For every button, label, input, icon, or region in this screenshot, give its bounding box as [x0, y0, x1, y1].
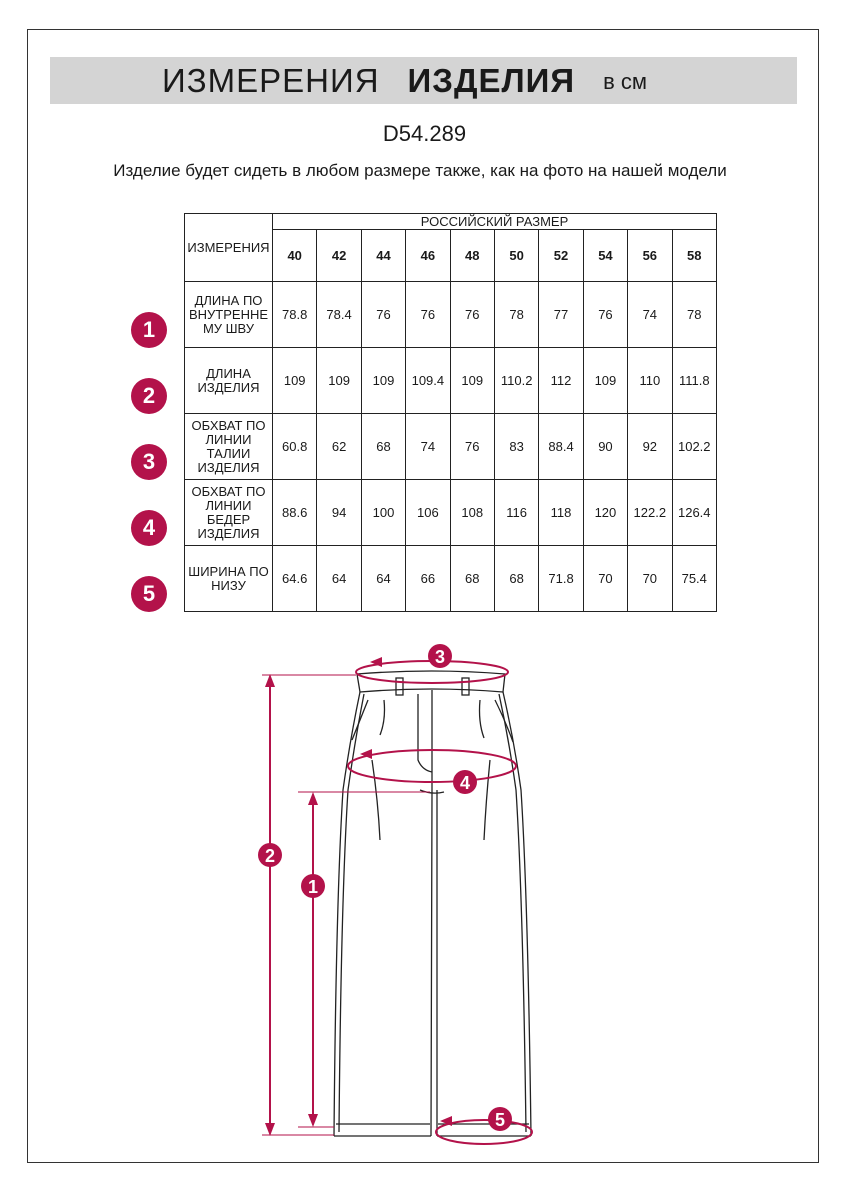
- table-cell: 109: [583, 348, 627, 414]
- table-cell: 76: [450, 414, 494, 480]
- table-cell: 70: [583, 546, 627, 612]
- table-cell: 68: [494, 546, 538, 612]
- belt-loop-left: [396, 678, 403, 695]
- table-cell: 64.6: [273, 546, 317, 612]
- table-cell: 122.2: [628, 480, 672, 546]
- marker-waist-label: 3: [434, 647, 446, 667]
- pocket-left-inner: [380, 700, 385, 735]
- table-cell: 110: [628, 348, 672, 414]
- pleat-left: [372, 760, 380, 840]
- table-cell: 62: [317, 414, 361, 480]
- row-label: ОБХВАТ ПО ЛИНИИ ТАЛИИ ИЗДЕЛИЯ: [185, 414, 273, 480]
- arrow-inseam-bottom: [308, 1114, 318, 1127]
- center-seam: [431, 690, 432, 1136]
- pleat-right: [484, 760, 490, 840]
- table-cell: 78: [672, 282, 716, 348]
- table-cell: 108: [450, 480, 494, 546]
- table-cell: 78.8: [273, 282, 317, 348]
- table-cell: 76: [583, 282, 627, 348]
- table-cell: 83: [494, 414, 538, 480]
- size-header: 44: [361, 230, 405, 282]
- title-product: ИЗДЕЛИЯ: [407, 61, 576, 99]
- row-number-badge: 3: [131, 444, 167, 480]
- row-label: ОБХВАТ ПО ЛИНИИ БЕДЕР ИЗДЕЛИЯ: [185, 480, 273, 546]
- size-header: 54: [583, 230, 627, 282]
- size-header: 40: [273, 230, 317, 282]
- row-label: ДЛИНА ПО ВНУТРЕННЕ МУ ШВУ: [185, 282, 273, 348]
- row-number-badge: 1: [131, 312, 167, 348]
- table-cell: 78: [494, 282, 538, 348]
- table-cell: 109: [450, 348, 494, 414]
- table-cell: 110.2: [494, 348, 538, 414]
- arrow-length-bottom: [265, 1123, 275, 1136]
- left-leg-outer-stitch: [339, 694, 364, 1132]
- table-cell: 76: [361, 282, 405, 348]
- size-header: 50: [494, 230, 538, 282]
- arrow-inseam-top: [308, 792, 318, 805]
- table-cell: 60.8: [273, 414, 317, 480]
- pants-outline: [334, 671, 531, 1136]
- corner-label: ИЗМЕРЕНИЯ: [185, 214, 273, 282]
- title-measurements: ИЗМЕРЕНИЯ: [161, 61, 380, 99]
- belt-loop-right: [462, 678, 469, 695]
- table-cell: 77: [539, 282, 583, 348]
- marker-hip-label: 4: [459, 773, 471, 793]
- row-number-badge: 4: [131, 510, 167, 546]
- table-cell: 74: [406, 414, 450, 480]
- title-unit: в см: [603, 68, 647, 94]
- waistband: [357, 671, 505, 692]
- size-header: 52: [539, 230, 583, 282]
- row-label: ШИРИНА ПО НИЗУ: [185, 546, 273, 612]
- size-header: 46: [406, 230, 450, 282]
- table-cell: 126.4: [672, 480, 716, 546]
- table-cell: 109: [361, 348, 405, 414]
- marker-hem-label: 5: [494, 1110, 506, 1130]
- table-cell: 76: [450, 282, 494, 348]
- marker-length-label: 2: [264, 846, 276, 866]
- table-cell: 88.4: [539, 414, 583, 480]
- diagram-markers: [258, 644, 512, 1131]
- table-cell: 64: [317, 546, 361, 612]
- table-cell: 68: [450, 546, 494, 612]
- arrow-length-top: [265, 674, 275, 687]
- table-cell: 66: [406, 546, 450, 612]
- table-cell: 74: [628, 282, 672, 348]
- table-cell: 78.4: [317, 282, 361, 348]
- table-cell: 68: [361, 414, 405, 480]
- table-cell: 92: [628, 414, 672, 480]
- size-header: 42: [317, 230, 361, 282]
- table-cell: 64: [361, 546, 405, 612]
- table-cell: 88.6: [273, 480, 317, 546]
- table-cell: 109.4: [406, 348, 450, 414]
- table-cell: 76: [406, 282, 450, 348]
- row-number-badge: 2: [131, 378, 167, 414]
- table-cell: 100: [361, 480, 405, 546]
- table-cell: 70: [628, 546, 672, 612]
- size-header: 48: [450, 230, 494, 282]
- table-cell: 120: [583, 480, 627, 546]
- arrowheads: [265, 657, 452, 1136]
- table-cell: 94: [317, 480, 361, 546]
- fly-stitch: [418, 694, 432, 772]
- pocket-right-inner: [480, 700, 485, 738]
- size-group-header: РОССИЙСКИЙ РАЗМЕР: [273, 214, 717, 230]
- fit-note: Изделие будет сидеть в любом размере также, как на фото на нашей модели: [113, 161, 727, 180]
- table-cell: 112: [539, 348, 583, 414]
- marker-inseam-label: 1: [307, 877, 319, 897]
- right-leg-outer-stitch: [499, 694, 526, 1132]
- table-cell: 102.2: [672, 414, 716, 480]
- table-cell: 116: [494, 480, 538, 546]
- size-header: 58: [672, 230, 716, 282]
- table-cell: 71.8: [539, 546, 583, 612]
- article-number: D54.289: [382, 121, 467, 146]
- size-header: 56: [628, 230, 672, 282]
- table-cell: 90: [583, 414, 627, 480]
- table-cell: 75.4: [672, 546, 716, 612]
- table-cell: 109: [273, 348, 317, 414]
- table-cell: 106: [406, 480, 450, 546]
- row-number-badge: 5: [131, 576, 167, 612]
- table-cell: 109: [317, 348, 361, 414]
- row-label: ДЛИНА ИЗДЕЛИЯ: [185, 348, 273, 414]
- table-cell: 111.8: [672, 348, 716, 414]
- measure-lines: [262, 661, 532, 1144]
- table-cell: 118: [539, 480, 583, 546]
